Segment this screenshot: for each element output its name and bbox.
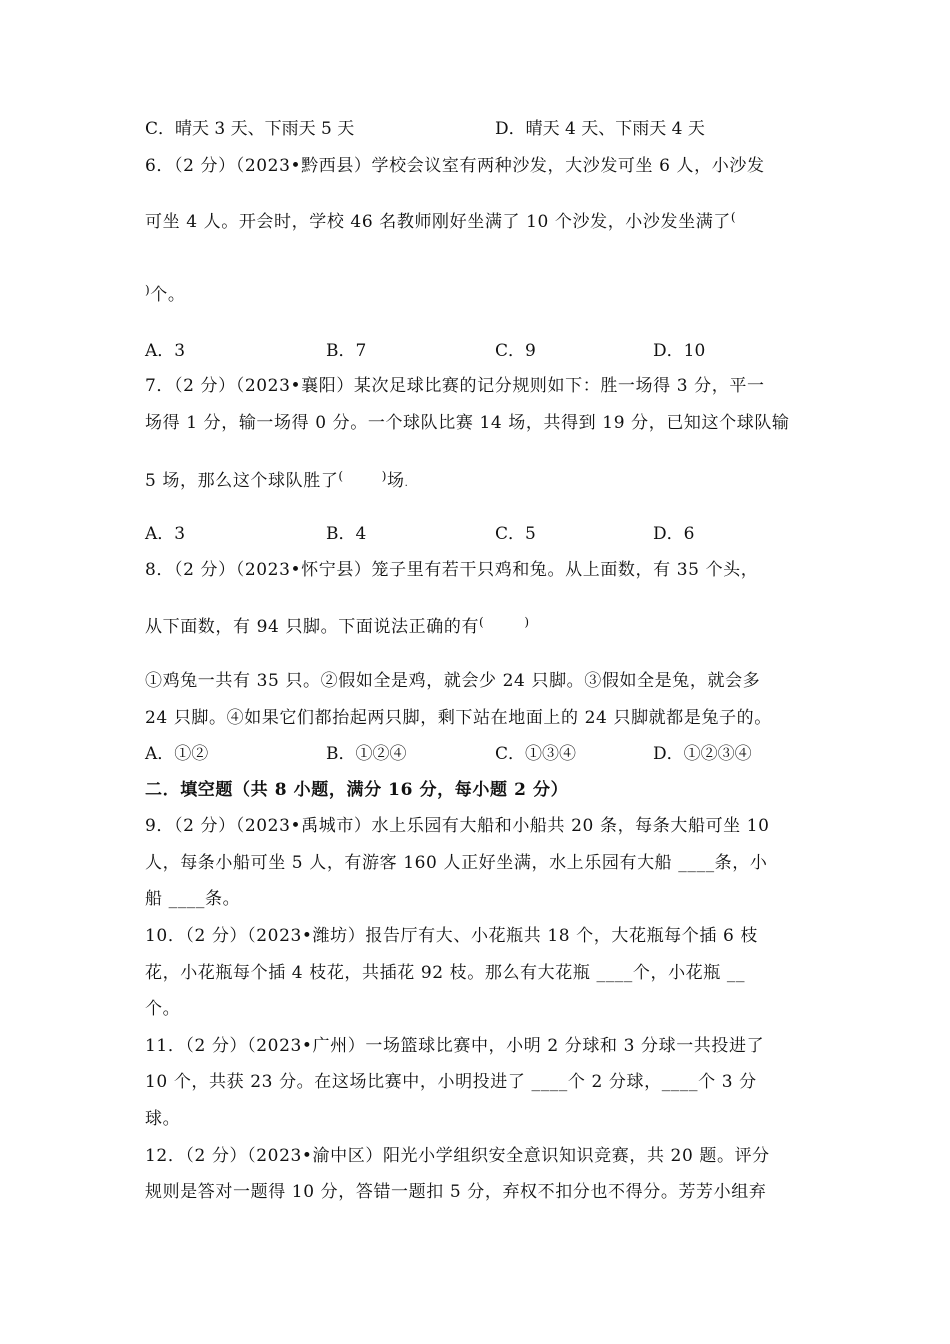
q7-option-d: D．6 bbox=[653, 524, 695, 544]
q8-paren-close: ) bbox=[524, 615, 530, 629]
q6-option-d: D．10 bbox=[653, 341, 706, 361]
q6-paren-close: ) bbox=[145, 283, 151, 297]
q8-line-2-text: 从下面数，有 94 只脚。下面说法正确的有 bbox=[145, 617, 480, 637]
q6-line-2 bbox=[145, 206, 736, 233]
q11-line-2: 10 个，共获 23 分。在这场比赛中，小明投进了 ____个 2 分球，____个 3 分 bbox=[145, 1072, 757, 1092]
q6-line-3-text: 个。 bbox=[150, 285, 186, 305]
q8-option-a: A．①② bbox=[145, 744, 209, 764]
q8-option-c: C．①③④ bbox=[495, 744, 577, 764]
q7-paren-close: ) bbox=[381, 469, 388, 483]
q5-option-c: C．晴天 3 天、下雨天 5 天 bbox=[145, 119, 355, 139]
q11-line-1: 11．（2 分）（2023•广州）一场篮球比赛中，小明 2 分球和 3 分球一共投进了 bbox=[145, 1036, 765, 1056]
q6-option-a: A．3 bbox=[145, 341, 186, 361]
q6-option-b: B．7 bbox=[326, 341, 367, 361]
q6-option-c: C．9 bbox=[495, 341, 536, 361]
q7-option-a: A．3 bbox=[145, 524, 186, 544]
q7-paren-open: ( bbox=[338, 469, 344, 483]
q9-line-3: 船 ____条。 bbox=[145, 889, 241, 909]
q12-line-1: 12．（2 分）（2023•渝中区）阳光小学组织安全意识知识竞赛，共 20 题。评分 bbox=[145, 1146, 770, 1166]
q9-line-1: 9．（2 分）（2023•禹城市）水上乐园有大船和小船共 20 条，每条大船可坐 10 bbox=[145, 816, 770, 836]
q12-line-2: 规则是答对一题得 10 分，答错一题扣 5 分，弃权不扣分也不得分。芳芳小组弃 bbox=[145, 1182, 767, 1202]
q7-option-c: C．5 bbox=[495, 524, 536, 544]
q7-line-1: 7．（2 分）（2023•襄阳）某次足球比赛的记分规则如下：胜一场得 3 分，平一 bbox=[145, 376, 765, 396]
q11-line-3: 球。 bbox=[145, 1109, 181, 1129]
q5-option-d: D．晴天 4 天、下雨天 4 天 bbox=[495, 119, 705, 139]
q7-line-3-suffix: 场 bbox=[387, 471, 405, 491]
q10-line-1: 10．（2 分）（2023•潍坊）报告厅有大、小花瓶共 18 个，大花瓶每个插 6 枝 bbox=[145, 926, 759, 946]
q7-option-b: B．4 bbox=[326, 524, 367, 544]
q6-paren-open: ( bbox=[730, 210, 737, 224]
q7-line-2: 场得 1 分，输一场得 0 分。一个球队比赛 14 场，共得到 19 分，已知这个球队输 bbox=[145, 413, 790, 433]
q8-option-b: B．①②④ bbox=[326, 744, 407, 764]
q8-line-2 bbox=[145, 611, 530, 638]
q9-line-2: 人，每条小船可坐 5 人，有游客 160 人正好坐满，水上乐园有大船 ____条，小 bbox=[145, 853, 768, 873]
q8-paren-open: ( bbox=[479, 615, 485, 629]
q8-line-3: ①鸡兔一共有 35 只。②假如全是鸡，就会少 24 只脚。③假如全是兔，就会多 bbox=[145, 671, 761, 691]
q6-line-3 bbox=[145, 279, 186, 306]
q7-line-3 bbox=[145, 465, 408, 495]
q8-option-d: D．①②③④ bbox=[653, 744, 752, 764]
q6-line-2-text: 可坐 4 人。开会时，学校 46 名教师刚好坐满了 10 个沙发，小沙发坐满了 bbox=[145, 212, 731, 232]
q6-line-1: 6．（2 分）（2023•黔西县）学校会议室有两种沙发，大沙发可坐 6 人，小沙发 bbox=[145, 156, 765, 176]
q7-line-3-dot: . bbox=[404, 478, 409, 489]
q8-line-1: 8．（2 分）（2023•怀宁县）笼子里有若干只鸡和兔。从上面数，有 35 个头， bbox=[145, 560, 759, 580]
q10-line-2: 花，小花瓶每个插 4 枝花，共插花 92 枝。那么有大花瓶 ____个，小花瓶 __ bbox=[145, 963, 746, 983]
q8-line-4: 24 只脚。④如果它们都抬起两只脚，剩下站在地面上的 24 只脚就都是兔子的。 bbox=[145, 708, 772, 728]
section-2-heading: 二．填空题（共 8 小题，满分 16 分，每小题 2 分） bbox=[145, 780, 569, 800]
q10-line-3: 个。 bbox=[145, 999, 181, 1019]
q7-line-3-text: 5 场，那么这个球队胜了 bbox=[145, 471, 339, 491]
